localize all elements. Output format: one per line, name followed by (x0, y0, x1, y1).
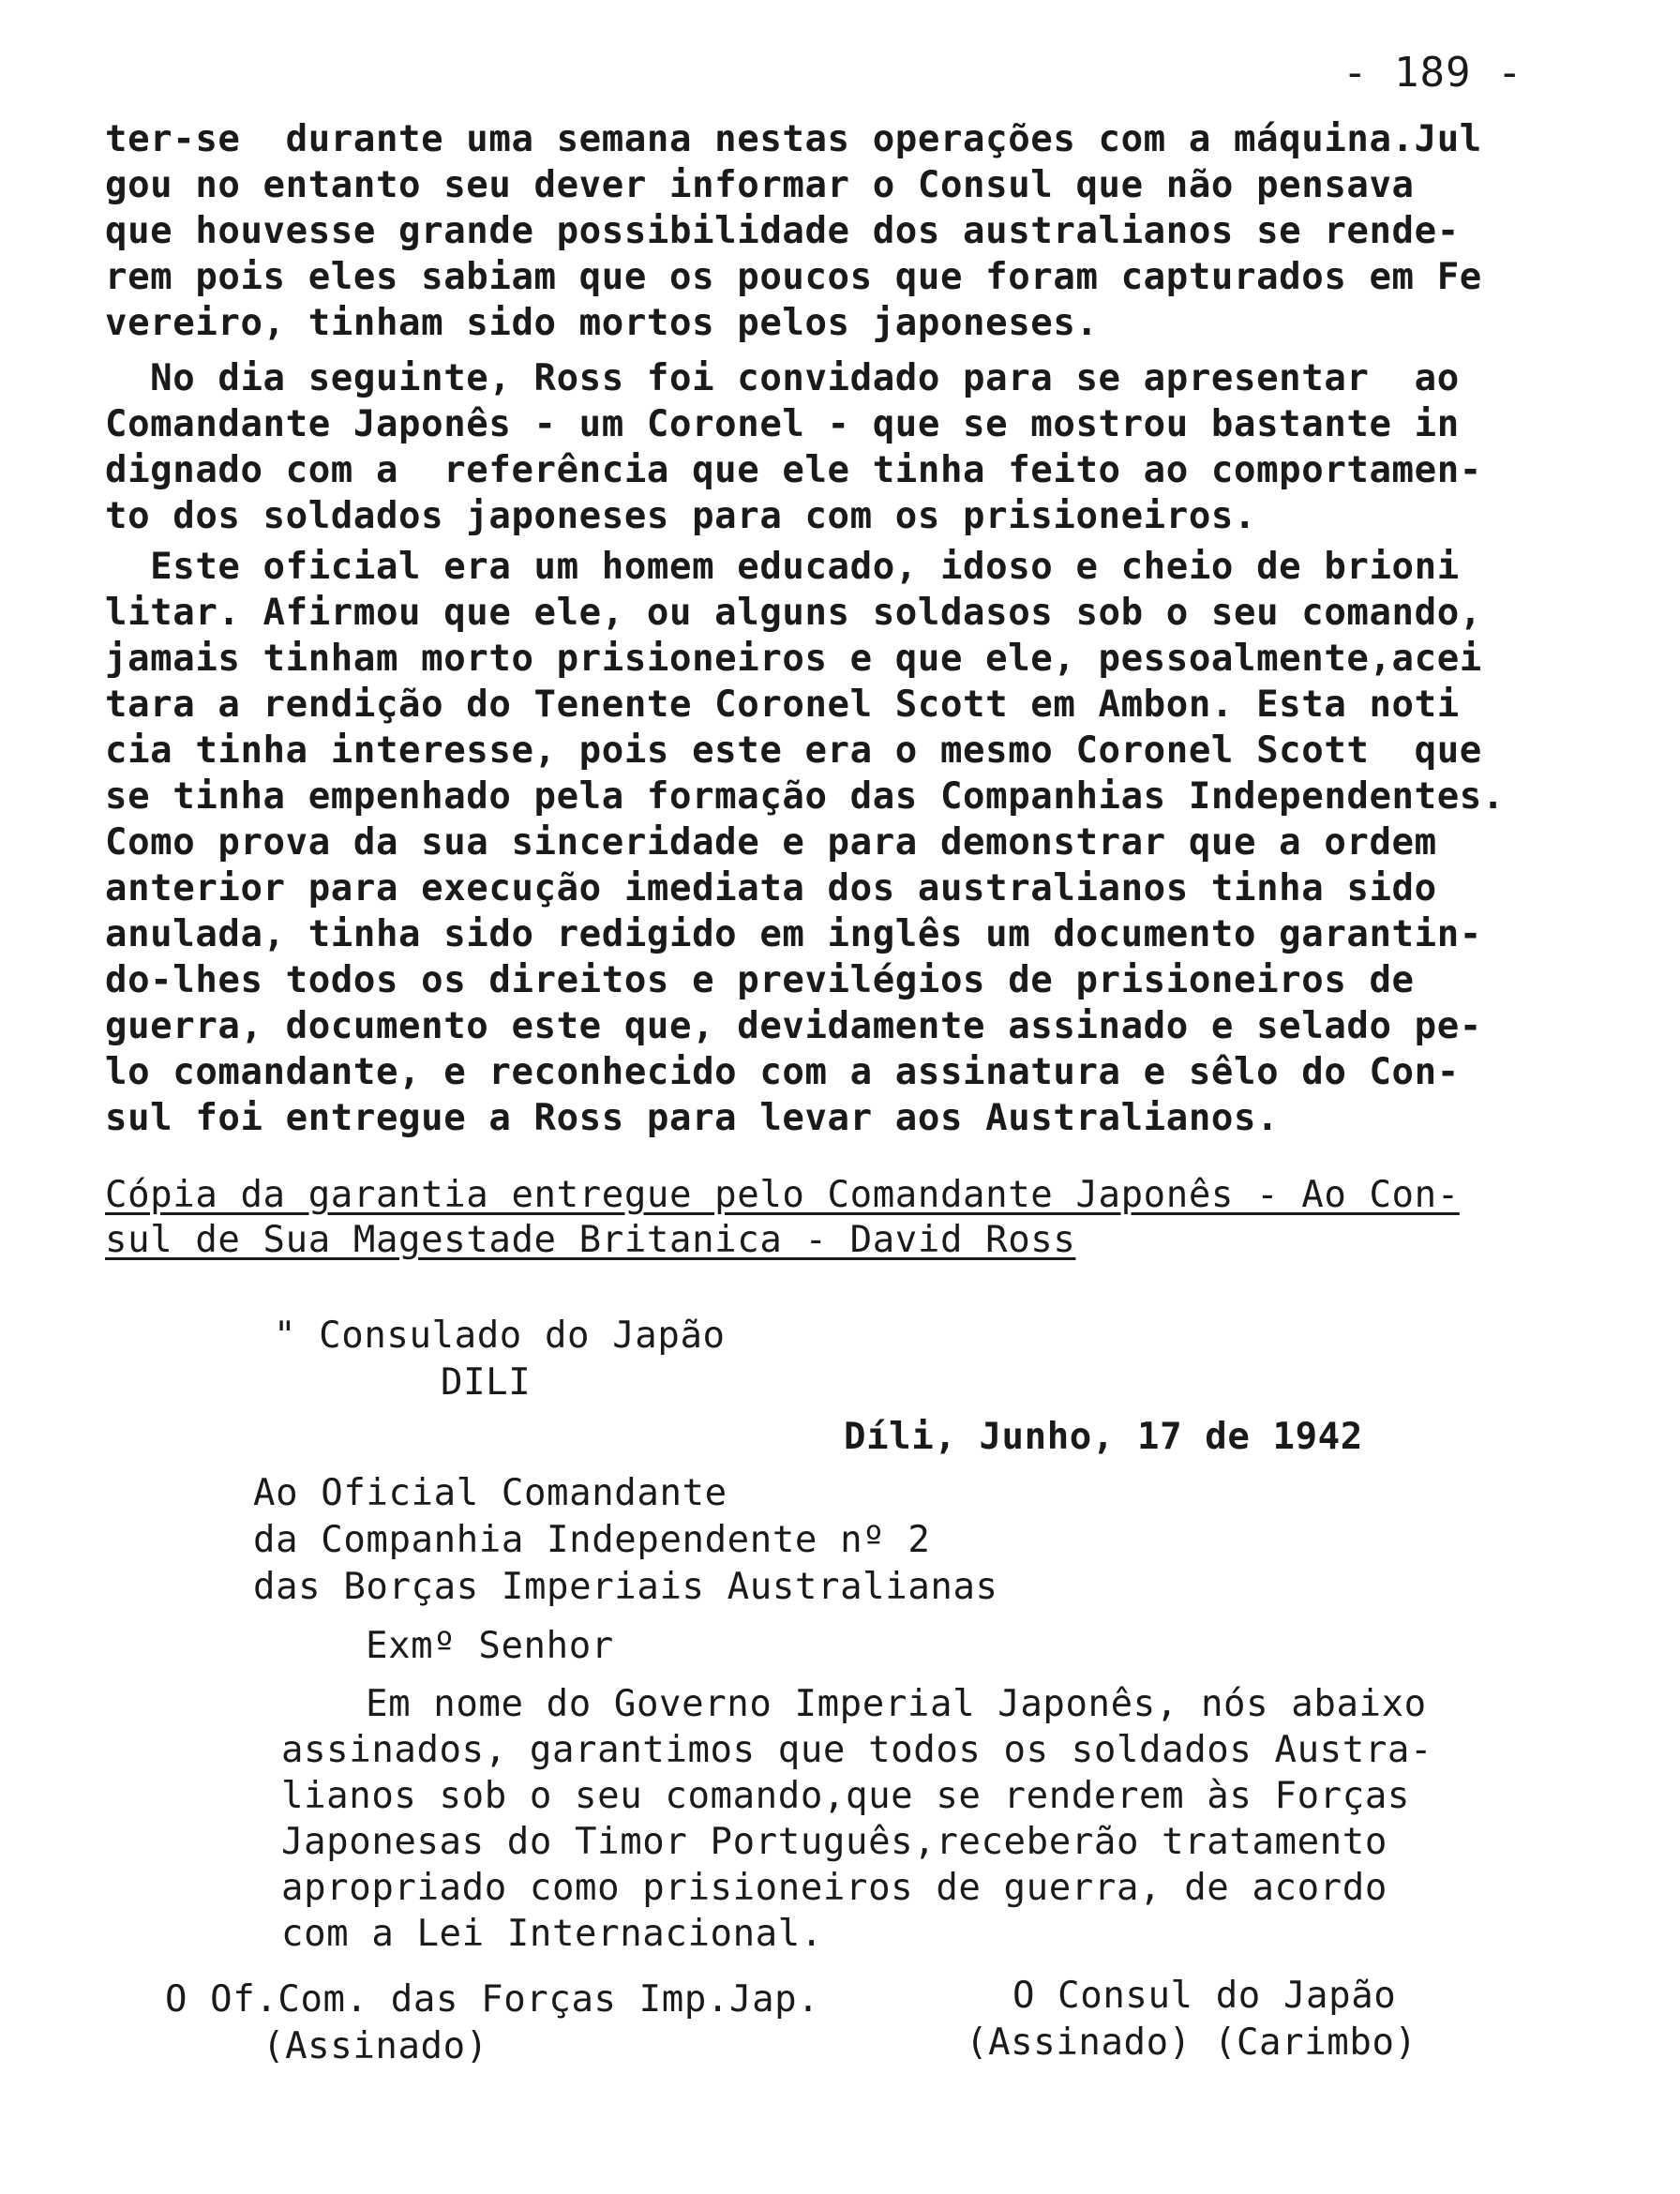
body-line: sul foi entregue a Ross para levar aos Australianos. (105, 1097, 1280, 1139)
letter-body-line: assinados, garantimos que todos os soldados Austra- (281, 1729, 1433, 1771)
body-line: Comandante Japonês - um Coronel - que se mostrou bastante in (105, 403, 1460, 445)
signature-left-title: O Of.Com. das Forças Imp.Jap. (165, 1978, 820, 2021)
body-line: rem pois eles sabiam que os poucos que foram capturados em Fe (105, 256, 1482, 298)
letter-date: Díli, Junho, 17 de 1942 (844, 1416, 1363, 1458)
body-line: Como prova da sua sinceridade e para demonstrar que a ordem (105, 821, 1437, 864)
signature-right-title: O Consul do Japão (1012, 1975, 1397, 2017)
body-line: vereiro, tinham sido mortos pelos japoneses. (105, 302, 1099, 344)
letter-header-city: DILI (441, 1361, 532, 1404)
body-line: lo comandante, e reconhecido com a assinatura e sêlo do Con- (105, 1051, 1460, 1093)
letter-body-line: lianos sob o seu comando,que se renderem às Forças (281, 1775, 1410, 1817)
body-line: Este oficial era um homem educado, idoso e cheio de brioni (105, 546, 1460, 588)
page-number: - 189 - (1342, 49, 1523, 97)
section-heading-line: sul de Sua Magestade Britanica - David Ross (105, 1219, 1076, 1261)
body-line: gou no entanto seu dever informar o Consul que não pensava (105, 164, 1415, 206)
letter-addressee-line: das Borças Imperiais Australianas (253, 1566, 998, 1608)
body-line: jamais tinham morto prisioneiros e que ele, pessoalmente,acei (105, 638, 1482, 680)
body-line: to dos soldados japoneses para com os prisioneiros. (105, 495, 1257, 537)
body-line: tara a rendição do Tenente Coronel Scott em Ambon. Esta noti (105, 684, 1460, 726)
body-line: anterior para execução imediata dos australianos tinha sido (105, 867, 1437, 909)
section-heading-line: Cópia da garantia entregue pelo Comandante Japonês - Ao Con- (105, 1174, 1460, 1216)
body-line: guerra, documento este que, devidamente assinado e selado pe- (105, 1005, 1482, 1047)
body-line: litar. Afirmou que ele, ou alguns soldasos sob o seu comando, (105, 592, 1482, 634)
body-line: No dia seguinte, Ross foi convidado para se apresentar ao (105, 357, 1460, 399)
body-line: dignado com a referência que ele tinha feito ao comportamen- (105, 449, 1482, 491)
body-line: que houvesse grande possibilidade dos australianos se rende- (105, 210, 1460, 252)
signature-right-note: (Assinado) (Carimbo) (966, 2021, 1418, 2064)
letter-body-line: Em nome do Governo Imperial Japonês, nós abaixo (366, 1683, 1427, 1725)
body-line: ter-se durante uma semana nestas operações com a máquina.Jul (105, 118, 1482, 160)
letter-body-line: apropriado como prisioneiros de guerra, de acordo (281, 1867, 1388, 1909)
body-line: anulada, tinha sido redigido em inglês um documento garantin- (105, 913, 1482, 955)
body-line: se tinha empenhado pela formação das Companhias Independentes. (105, 775, 1505, 818)
letter-header: " Consulado do Japão (274, 1315, 726, 1357)
signature-left-note: (Assinado) (262, 2025, 488, 2067)
letter-body-line: com a Lei Internacional. (281, 1913, 823, 1955)
letter-addressee-line: Ao Oficial Comandante (253, 1472, 728, 1514)
letter-addressee-line: da Companhia Independente nº 2 (253, 1519, 931, 1561)
letter-salutation: Exmº Senhor (366, 1625, 614, 1667)
letter-body-line: Japonesas do Timor Português,receberão tratamento (281, 1821, 1388, 1863)
body-line: do-lhes todos os direitos e previlégios de prisioneiros de (105, 959, 1415, 1001)
body-line: cia tinha interesse, pois este era o mesmo Coronel Scott que (105, 729, 1482, 772)
